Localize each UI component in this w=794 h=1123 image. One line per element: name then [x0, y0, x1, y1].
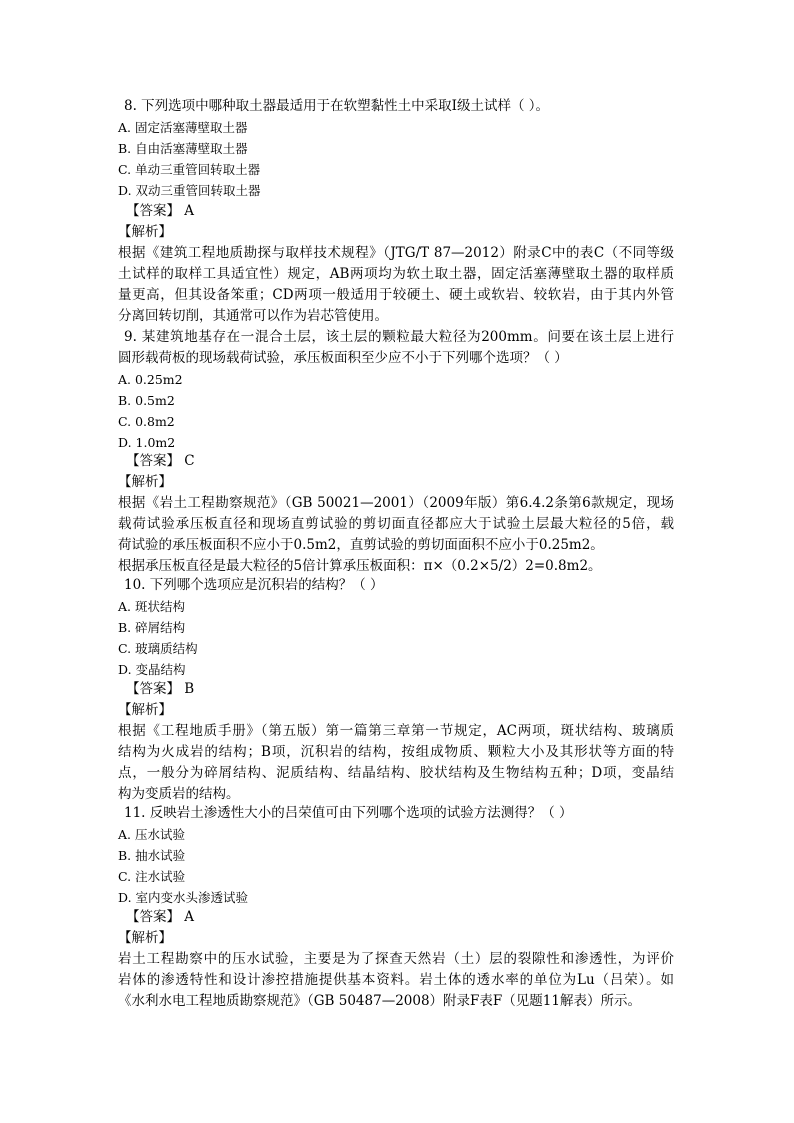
q10-analysis-line-3: 点，一般分为碎屑结构、泥质结构、结晶结构、胶状结构及生物结构五种；D项，变晶结: [118, 765, 674, 781]
q11-analysis-label: 【解析】: [118, 930, 172, 946]
q11-option-a: A. 压水试验: [118, 827, 185, 842]
q9-option-c: C. 0.8m2: [118, 414, 175, 429]
answer-value: A: [184, 203, 195, 219]
q8-analysis-line-1: 根据《建筑工程地质勘探与取样技术规程》（JTG/T 87—2012）附录C中的表C（不同等级: [118, 245, 674, 261]
q11-analysis-line-3: 《水利水电工程地质勘察规范》（GB 50487—2008）附录F表F（见题11解表）所示。: [118, 993, 641, 1009]
answer-label: 【答案】: [126, 453, 180, 469]
answer-label: 【答案】: [126, 203, 180, 219]
q9-option-b: B. 0.5m2: [118, 393, 175, 408]
q8-option-b: B. 自由活塞薄壁取土器: [118, 141, 248, 156]
q8-option-a: A. 固定活塞薄壁取土器: [118, 120, 248, 135]
q10-option-a: A. 斑状结构: [118, 599, 185, 614]
answer-label: 【答案】: [126, 909, 180, 925]
q11-analysis-line-1: 岩土工程勘察中的压水试验，主要是为了探查天然岩（土）层的裂隙性和渗透性，为评价: [118, 951, 674, 967]
q8-option-d: D. 双动三重管回转取土器: [118, 183, 261, 198]
answer-value: B: [184, 681, 195, 697]
q9-analysis-line-4: 根据承压板直径是最大粒径的5倍计算承压板面积：π×（0.2×5/2）2=0.8m2。: [118, 558, 602, 574]
answer-label: 【答案】: [126, 681, 180, 697]
q11-analysis-line-2: 岩体的渗透特性和设计渗控措施提供基本资料。岩土体的透水率的单位为Lu（吕荣）。如: [118, 972, 674, 988]
q8-analysis-line-4: 分离回转切削，其通常可以作为岩芯管使用。: [118, 308, 388, 324]
q11-option-c: C. 注水试验: [118, 869, 186, 884]
q11-answer: [126, 907, 194, 928]
q10-analysis-line-2: 结构为火成岩的结构；B项，沉积岩的结构，按组成物质、颗粒大小及其形状等方面的特: [118, 744, 674, 760]
q9-analysis-line-1: 根据《岩土工程勘察规范》（GB 50021—2001）（2009年版）第6.4.2条第6款规定，现场: [118, 495, 674, 511]
q9-analysis-line-3: 荷试验的承压板面积不应小于0.5m2，直剪试验的剪切面面积不应小于0.25m2。: [118, 537, 604, 553]
q10-answer: [126, 679, 194, 700]
q10-analysis-line-4: 构为变质岩的结构。: [118, 786, 240, 802]
q8-question: 8. 下列选项中哪种取土器最适用于在软塑黏性土中采取Ⅰ级土试样（ ）。: [124, 98, 550, 114]
q8-analysis-line-3: 量更高，但其设备笨重；CD两项一般适用于较硬土、硬土或软岩、较软岩，由于其内外管: [118, 287, 674, 303]
q8-option-c: C. 单动三重管回转取土器: [118, 162, 261, 177]
answer-value: A: [184, 909, 195, 925]
q9-option-d: D. 1.0m2: [118, 435, 176, 450]
q10-option-d: D. 变晶结构: [118, 662, 186, 677]
q10-question: 10. 下列哪个选项应是沉积岩的结构？（ ）: [124, 577, 384, 593]
q10-analysis-line-1: 根据《工程地质手册》（第五版）第一篇第三章第一节规定，AC两项，斑状结构、玻璃质: [118, 723, 674, 739]
q10-option-c: C. 玻璃质结构: [118, 641, 198, 656]
q11-option-d: D. 室内变水头渗透试验: [118, 890, 249, 905]
q9-analysis-line-2: 载荷试验承压板直径和现场直剪试验的剪切面直径都应大于试验土层最大粒径的5倍，载: [118, 516, 674, 532]
q10-option-b: B. 碎屑结构: [118, 620, 186, 635]
q9-option-a: A. 0.25m2: [118, 372, 183, 387]
q11-question: 11. 反映岩土渗透性大小的吕荣值可由下列哪个选项的试验方法测得？（ ）: [124, 805, 573, 821]
q10-analysis-label: 【解析】: [118, 702, 172, 718]
q8-analysis-label: 【解析】: [118, 224, 172, 240]
q8-analysis-line-2: 土试样的取样工具适宜性）规定，AB两项均为软土取土器，固定活塞薄壁取土器的取样质: [118, 266, 674, 282]
q9-answer: [126, 451, 195, 472]
q11-option-b: B. 抽水试验: [118, 848, 186, 863]
q9-analysis-label: 【解析】: [118, 474, 172, 490]
q9-question-line-2: 圆形载荷板的现场载荷试验，承压板面积至少应不小于下列哪个选项？（ ）: [118, 350, 568, 366]
q9-question-line-1: 9. 某建筑地基存在一混合土层，该土层的颗粒最大粒径为200mm。问要在该土层上进行: [124, 329, 674, 345]
q8-answer: [126, 201, 194, 222]
answer-value: C: [184, 453, 195, 469]
